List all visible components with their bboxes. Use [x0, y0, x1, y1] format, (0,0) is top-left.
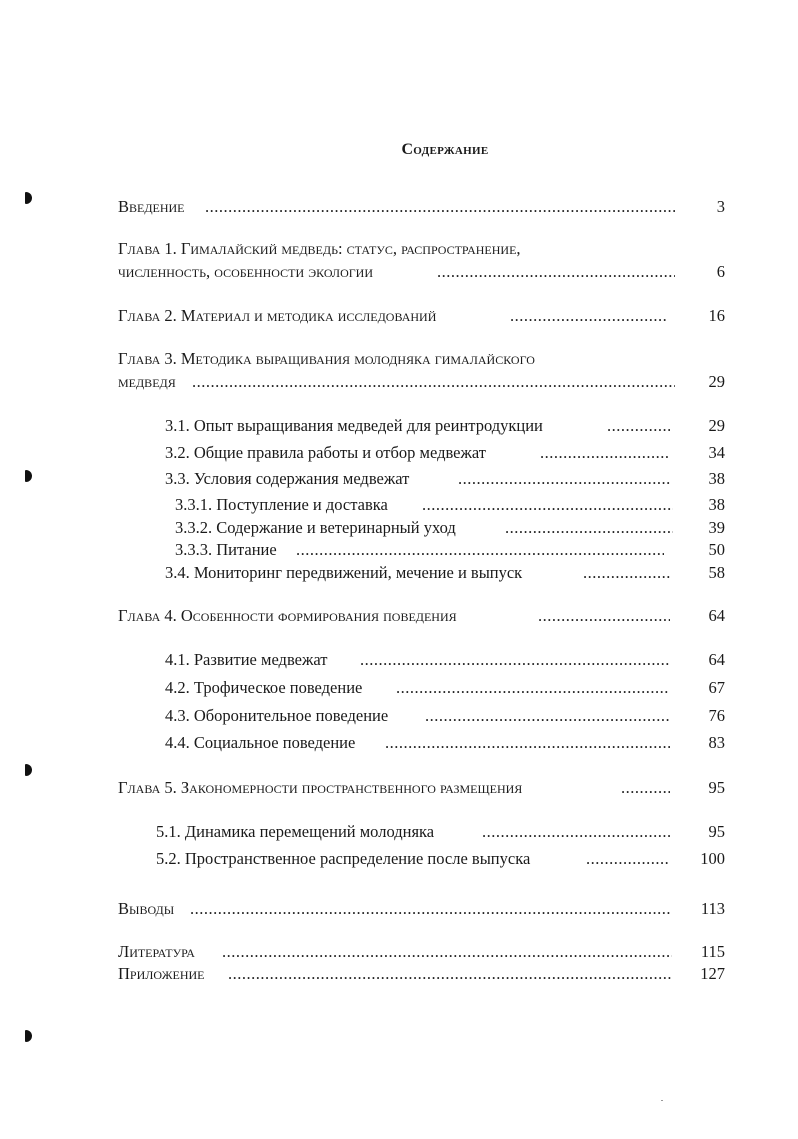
toc-entry-page: 115 — [700, 942, 725, 961]
toc-entry-page: 29 — [708, 416, 725, 435]
toc-entry-label: Глава 2. Материал и методика исследований — [118, 306, 437, 325]
toc-entry-label: 4.1. Развитие медвежат — [165, 650, 328, 669]
toc-entry-label: 3.3. Условия содержания медвежат — [165, 469, 410, 488]
scan-speck — [661, 1100, 663, 1101]
toc-entry-literature — [0, 940, 798, 963]
toc-leader-dots — [482, 820, 670, 843]
toc-leader-dots — [586, 847, 670, 870]
toc-entry-3-3-1 — [0, 493, 798, 516]
toc-leader-dots — [360, 648, 670, 671]
toc-entry-label: численность, особенности экологии — [118, 262, 373, 281]
toc-entry-page: 3 — [716, 197, 725, 216]
toc-leader-dots — [222, 940, 672, 963]
toc-leader-dots — [296, 538, 664, 561]
toc-leader-dots — [396, 676, 670, 699]
toc-entry-page: 6 — [716, 262, 725, 281]
toc-entry-label: медведя — [118, 372, 176, 391]
toc-leader-dots — [538, 604, 670, 627]
toc-entry-3-3-2 — [0, 516, 798, 539]
toc-entry-3-1 — [0, 414, 798, 437]
toc-entry-3-3 — [0, 467, 798, 490]
toc-leader-dots — [425, 704, 670, 727]
toc-entry-conclusions — [0, 897, 798, 920]
toc-entry-page: 50 — [708, 540, 725, 559]
toc-entry-page: 95 — [708, 822, 725, 841]
toc-entry-label: 5.2. Пространственное распределение после выпуска — [156, 849, 531, 868]
toc-entry-page: 29 — [708, 372, 725, 391]
toc-entry-label: Глава 5. Закономерности пространственного размещения — [118, 778, 523, 797]
toc-leader-dots — [422, 493, 673, 516]
toc-entry-label: Приложение — [118, 964, 205, 983]
toc-leader-dots — [540, 441, 670, 464]
toc-entry-page: 34 — [708, 443, 725, 462]
toc-entry-appendix — [0, 962, 798, 985]
toc-leader-dots — [510, 304, 667, 327]
toc-entry-page: 127 — [700, 964, 725, 983]
toc-entry-page: 39 — [708, 518, 725, 537]
toc-entry-chapter-2 — [0, 304, 798, 327]
toc-entry-page: 64 — [708, 650, 725, 669]
toc-entry-4-4 — [0, 731, 798, 754]
toc-entry-page: 76 — [708, 706, 725, 725]
toc-leader-dots — [192, 370, 675, 393]
toc-entry-page: 38 — [708, 469, 725, 488]
toc-entry-page: 38 — [708, 495, 725, 514]
toc-entry-label: 3.3.2. Содержание и ветеринарный уход — [175, 518, 456, 537]
toc-entry-page: 95 — [708, 778, 725, 797]
toc-entry-label: Выводы — [118, 899, 175, 918]
toc-entry-3-3-3 — [0, 538, 798, 561]
toc-entry-4-1 — [0, 648, 798, 671]
toc-entry-label: 3.4. Мониторинг передвижений, мечение и выпуск — [165, 563, 523, 582]
toc-leader-dots — [583, 561, 670, 584]
toc-entry-label: Введение — [118, 197, 185, 216]
toc-leader-dots — [190, 897, 672, 920]
toc-entry-chapter-3 — [0, 347, 798, 393]
page-title: Содержание — [401, 141, 489, 158]
toc-leader-dots — [621, 776, 670, 799]
toc-entry-3-2 — [0, 441, 798, 464]
toc-leader-dots — [505, 516, 673, 539]
toc-entry-label: 4.4. Социальное поведение — [165, 733, 356, 752]
toc-entry-label-line1: Глава 3. Методика выращивания молодняка гималайского — [118, 349, 535, 368]
toc-entry-5-1 — [0, 820, 798, 843]
toc-entry-label: Литература — [118, 942, 195, 961]
toc-entry-chapter-5 — [0, 776, 798, 799]
toc-entry-label: 3.2. Общие правила работы и отбор медвежат — [165, 443, 486, 462]
toc-leader-dots — [228, 962, 672, 985]
toc-leader-dots — [437, 260, 675, 283]
toc-entry-page: 83 — [708, 733, 725, 752]
toc-entry-4-2 — [0, 676, 798, 699]
toc-entry-label: 4.2. Трофическое поведение — [165, 678, 363, 697]
toc-entry-3-4 — [0, 561, 798, 584]
toc-entry-label-line1: Глава 1. Гималайский медведь: статус, распространение, — [118, 239, 521, 258]
binder-hole-mark — [25, 1030, 32, 1042]
toc-entry-label: 3.1. Опыт выращивания медведей для реинтродукции — [165, 416, 543, 435]
toc-entry-label: 3.3.3. Питание — [175, 540, 277, 559]
toc-leader-dots — [458, 467, 670, 490]
toc-entry-label: Глава 4. Особенности формирования поведения — [118, 606, 457, 625]
toc-entry-label: 3.3.1. Поступление и доставка — [175, 495, 388, 514]
toc-entry-chapter-1 — [0, 237, 798, 283]
binder-hole-mark — [25, 764, 32, 776]
toc-entry-chapter-4 — [0, 604, 798, 627]
toc-entry-label: 4.3. Оборонительное поведение — [165, 706, 389, 725]
toc-entry-page: 64 — [708, 606, 725, 625]
toc-leader-dots — [205, 195, 675, 218]
toc-entry-5-2 — [0, 847, 798, 870]
toc-entry-introduction — [0, 195, 798, 218]
toc-entry-page: 113 — [700, 899, 725, 918]
toc-entry-4-3 — [0, 704, 798, 727]
toc-leader-dots — [385, 731, 670, 754]
toc-entry-page: 67 — [708, 678, 725, 697]
toc-entry-page: 58 — [708, 563, 725, 582]
toc-leader-dots — [607, 414, 670, 437]
toc-entry-page: 16 — [708, 306, 725, 325]
toc-entry-page: 100 — [700, 849, 725, 868]
toc-entry-label: 5.1. Динамика перемещений молодняка — [156, 822, 435, 841]
